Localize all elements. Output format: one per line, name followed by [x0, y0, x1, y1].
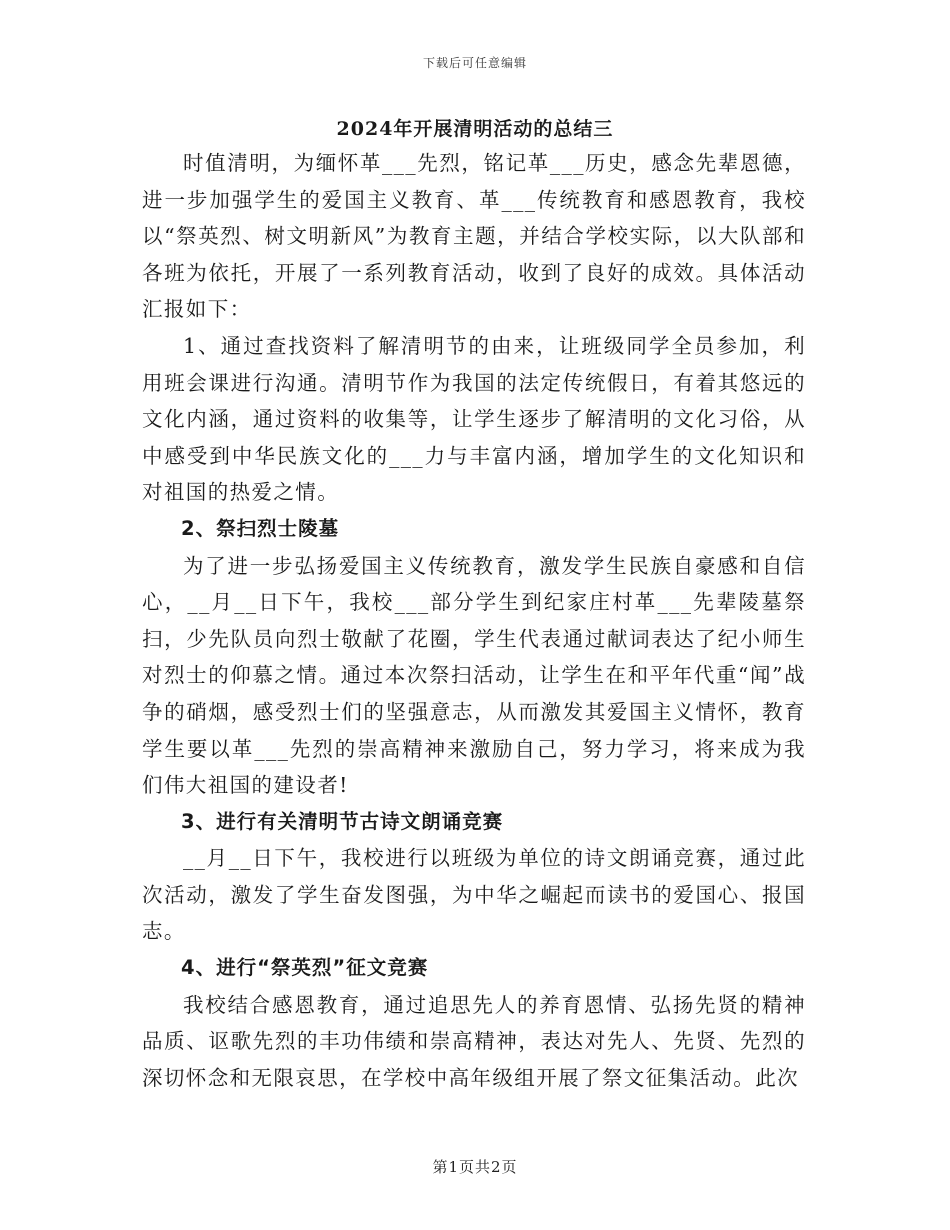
- document-title: 2024年开展清明活动的总结三: [336, 118, 614, 140]
- paragraph-intro: 时值清明，为缅怀革___先烈，铭记革___历史，感念先辈恩德，进一步加强学生的爱国主义教育、革___传统教育和感恩教育，我校以“祭英烈、树文明新风”为教育主题，并结合学校实际，以大队部和各班为依托，开展了一系列教育活动，收到了良好的成效。具体活动汇报如下：: [142, 151, 806, 322]
- paragraph-item-2: 为了进一步弘扬爱国主义传统教育，激发学生民族自豪感和自信心，__月__日下午，我校___部分学生到纪家庄村革___先辈陵墓祭扫，少先队员向烈士敬献了花圈，学生代表通过献词表达了纪小师生对烈士的仰慕之情。通过本次祭扫活动，让学生在和平年代重“闻”战争的硝烟，感受烈士们的坚强意志，从而激发其爱国主义情怀，教育学生要以革___先烈的崇高精神来激励自己，努力学习，将来成为我们伟大祖国的建设者!: [142, 553, 806, 798]
- section-heading-2: 2、祭扫烈士陵墓: [181, 516, 340, 540]
- page-footer: 第1页共2页: [432, 1158, 518, 1176]
- paragraph-item-1: 1、通过查找资料了解清明节的由来，让班级同学全员参加，利用班会课进行沟通。清明节作为我国的法定传统假日，有着其悠远的文化内涵，通过资料的收集等，让学生逐步了解清明的文化习俗，从中感受到中华民族文化的___力与丰富内涵，增加学生的文化知识和对祖国的热爱之情。: [142, 333, 806, 505]
- section-heading-3: 3、进行有关清明节古诗文朗诵竞赛: [181, 809, 504, 833]
- document-body: [142, 145, 806, 1096]
- paragraph-item-4: 我校结合感恩教育，通过追思先人的养育恩情、弘扬先贤的精神品质、讴歌先烈的丰功伟绩和崇高精神，表达对先人、先贤、先烈的深切怀念和无限哀思，在学校中高年级组开展了祭文征集活动。此次: [142, 992, 806, 1090]
- paragraph-item-3: __月__日下午，我校进行以班级为单位的诗文朗诵竞赛，通过此次活动，激发了学生奋发图强，为中华之崛起而读书的爱国心、报国志。: [142, 846, 806, 944]
- header-note: 下载后可任意编辑: [422, 56, 527, 70]
- section-heading-4: 4、进行“祭英烈”征文竞赛: [181, 956, 429, 980]
